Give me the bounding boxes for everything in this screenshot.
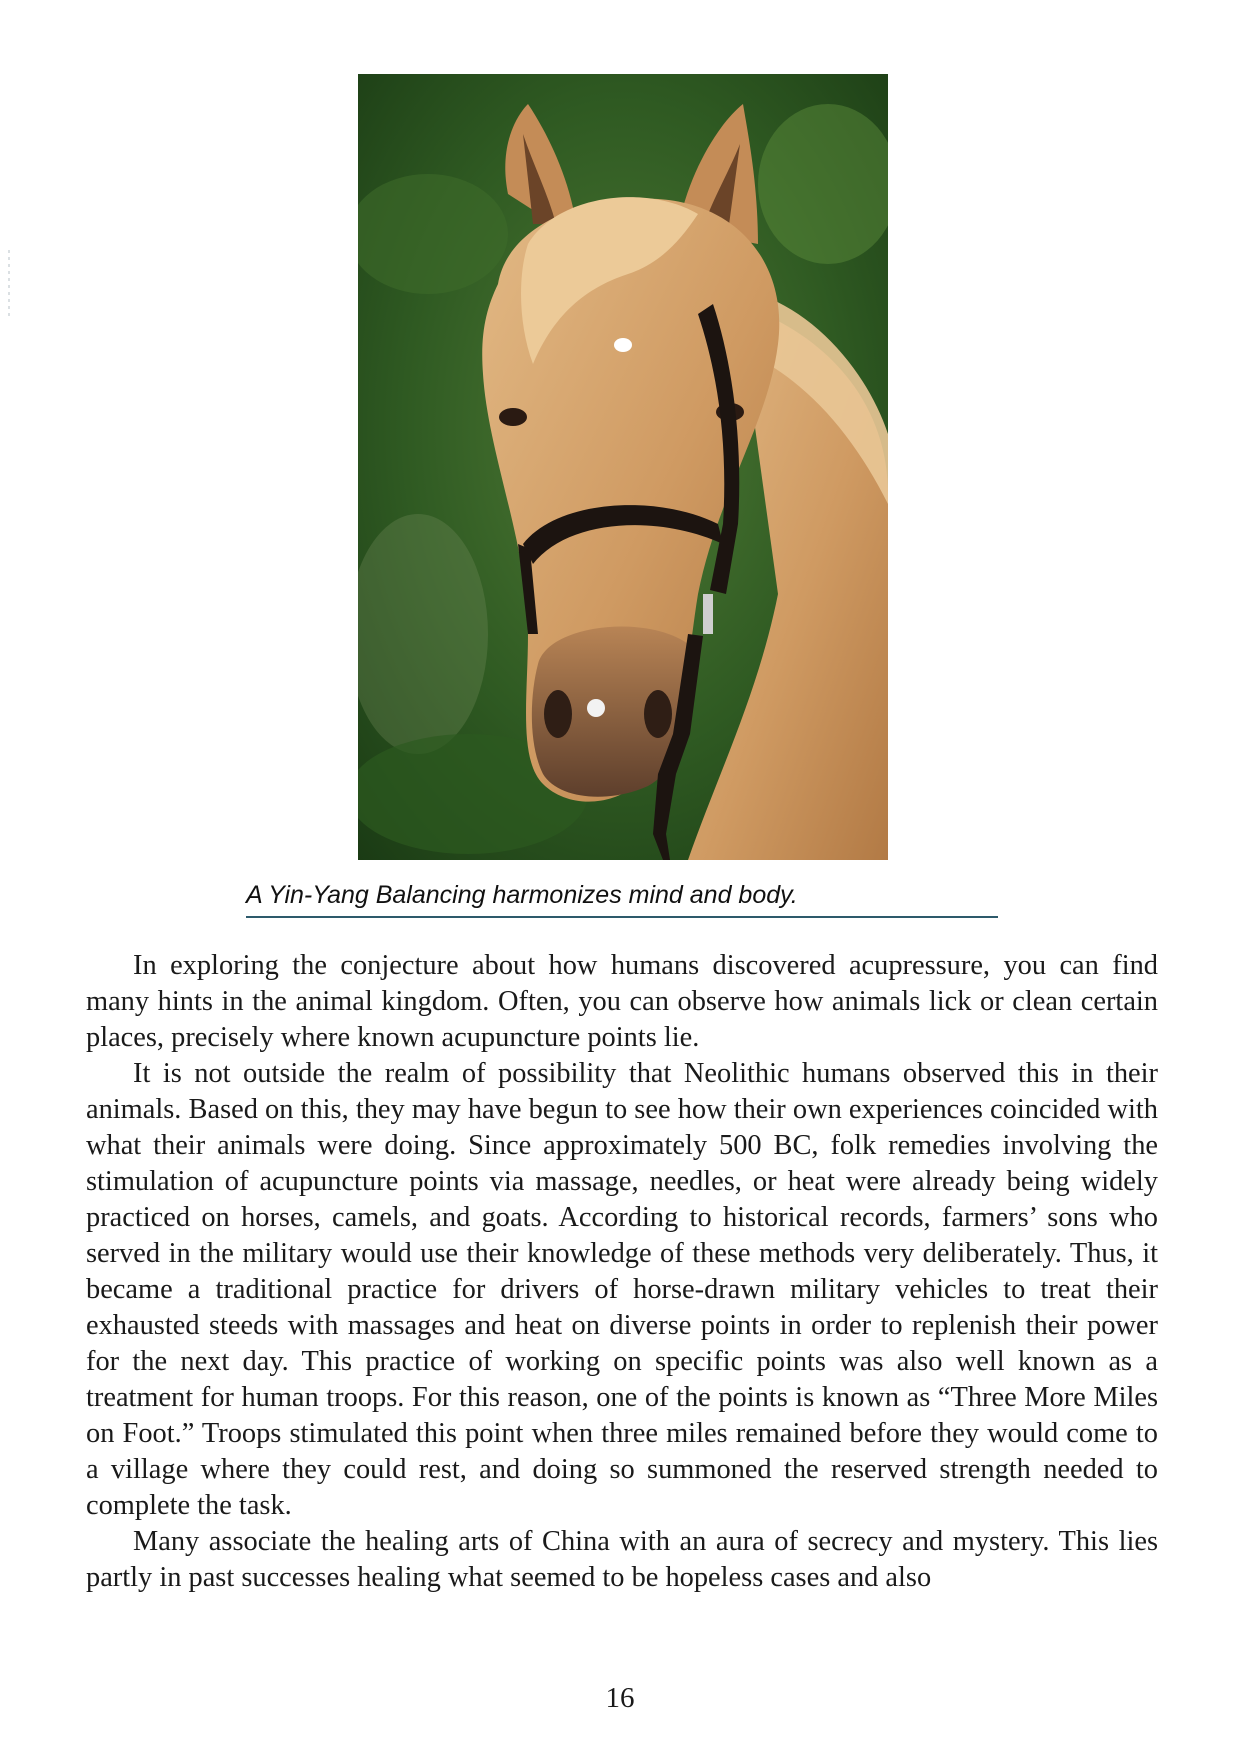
page-number: 16	[605, 1682, 635, 1714]
side-watermark	[0, 246, 18, 320]
horse-photo	[358, 74, 888, 860]
paragraph: Many associate the healing arts of China with an aura of secrecy and mystery. This lies partly in past successes healing what seemed to be hopeless cases and also	[86, 1526, 1158, 1593]
figure-caption: A Yin-Yang Balancing harmonizes mind and body.	[246, 878, 998, 918]
paragraph: In exploring the conjecture about how humans discovered acupressure, you can find many hints in the animal kingdom. Often, you can observe how animals lick or clean certain places, precisely where known acupuncture points lie.	[86, 950, 1158, 1053]
paragraph: It is not outside the realm of possibility that Neolithic humans observed this in their animals. Based on this, they may have begun to see how their own experiences coincided with what their animals were doing. Since approximately 500 BC, folk remedies involving the stimulation of acupuncture points via massage, needles, or heat were already being widely practiced on horses, camels, and goats. According to historical records, farmers’ sons who served in the military would use their knowledge of these methods very deliberately. Thus, it became a traditional practice for drivers of horse-drawn military vehicles to treat their exhausted steeds with massages and heat on diverse points in order to replenish their power for the next day. This practice of working on specific points was also well known as a treatment for human troops. For this reason, one of the points is known as “Three More Miles on Foot.” Troops stimulated this point when three miles remained before they would come to a village where they could rest, and doing so summoned the reserved strength needed to complete the task.	[86, 1058, 1158, 1521]
body-text	[86, 948, 1158, 1596]
